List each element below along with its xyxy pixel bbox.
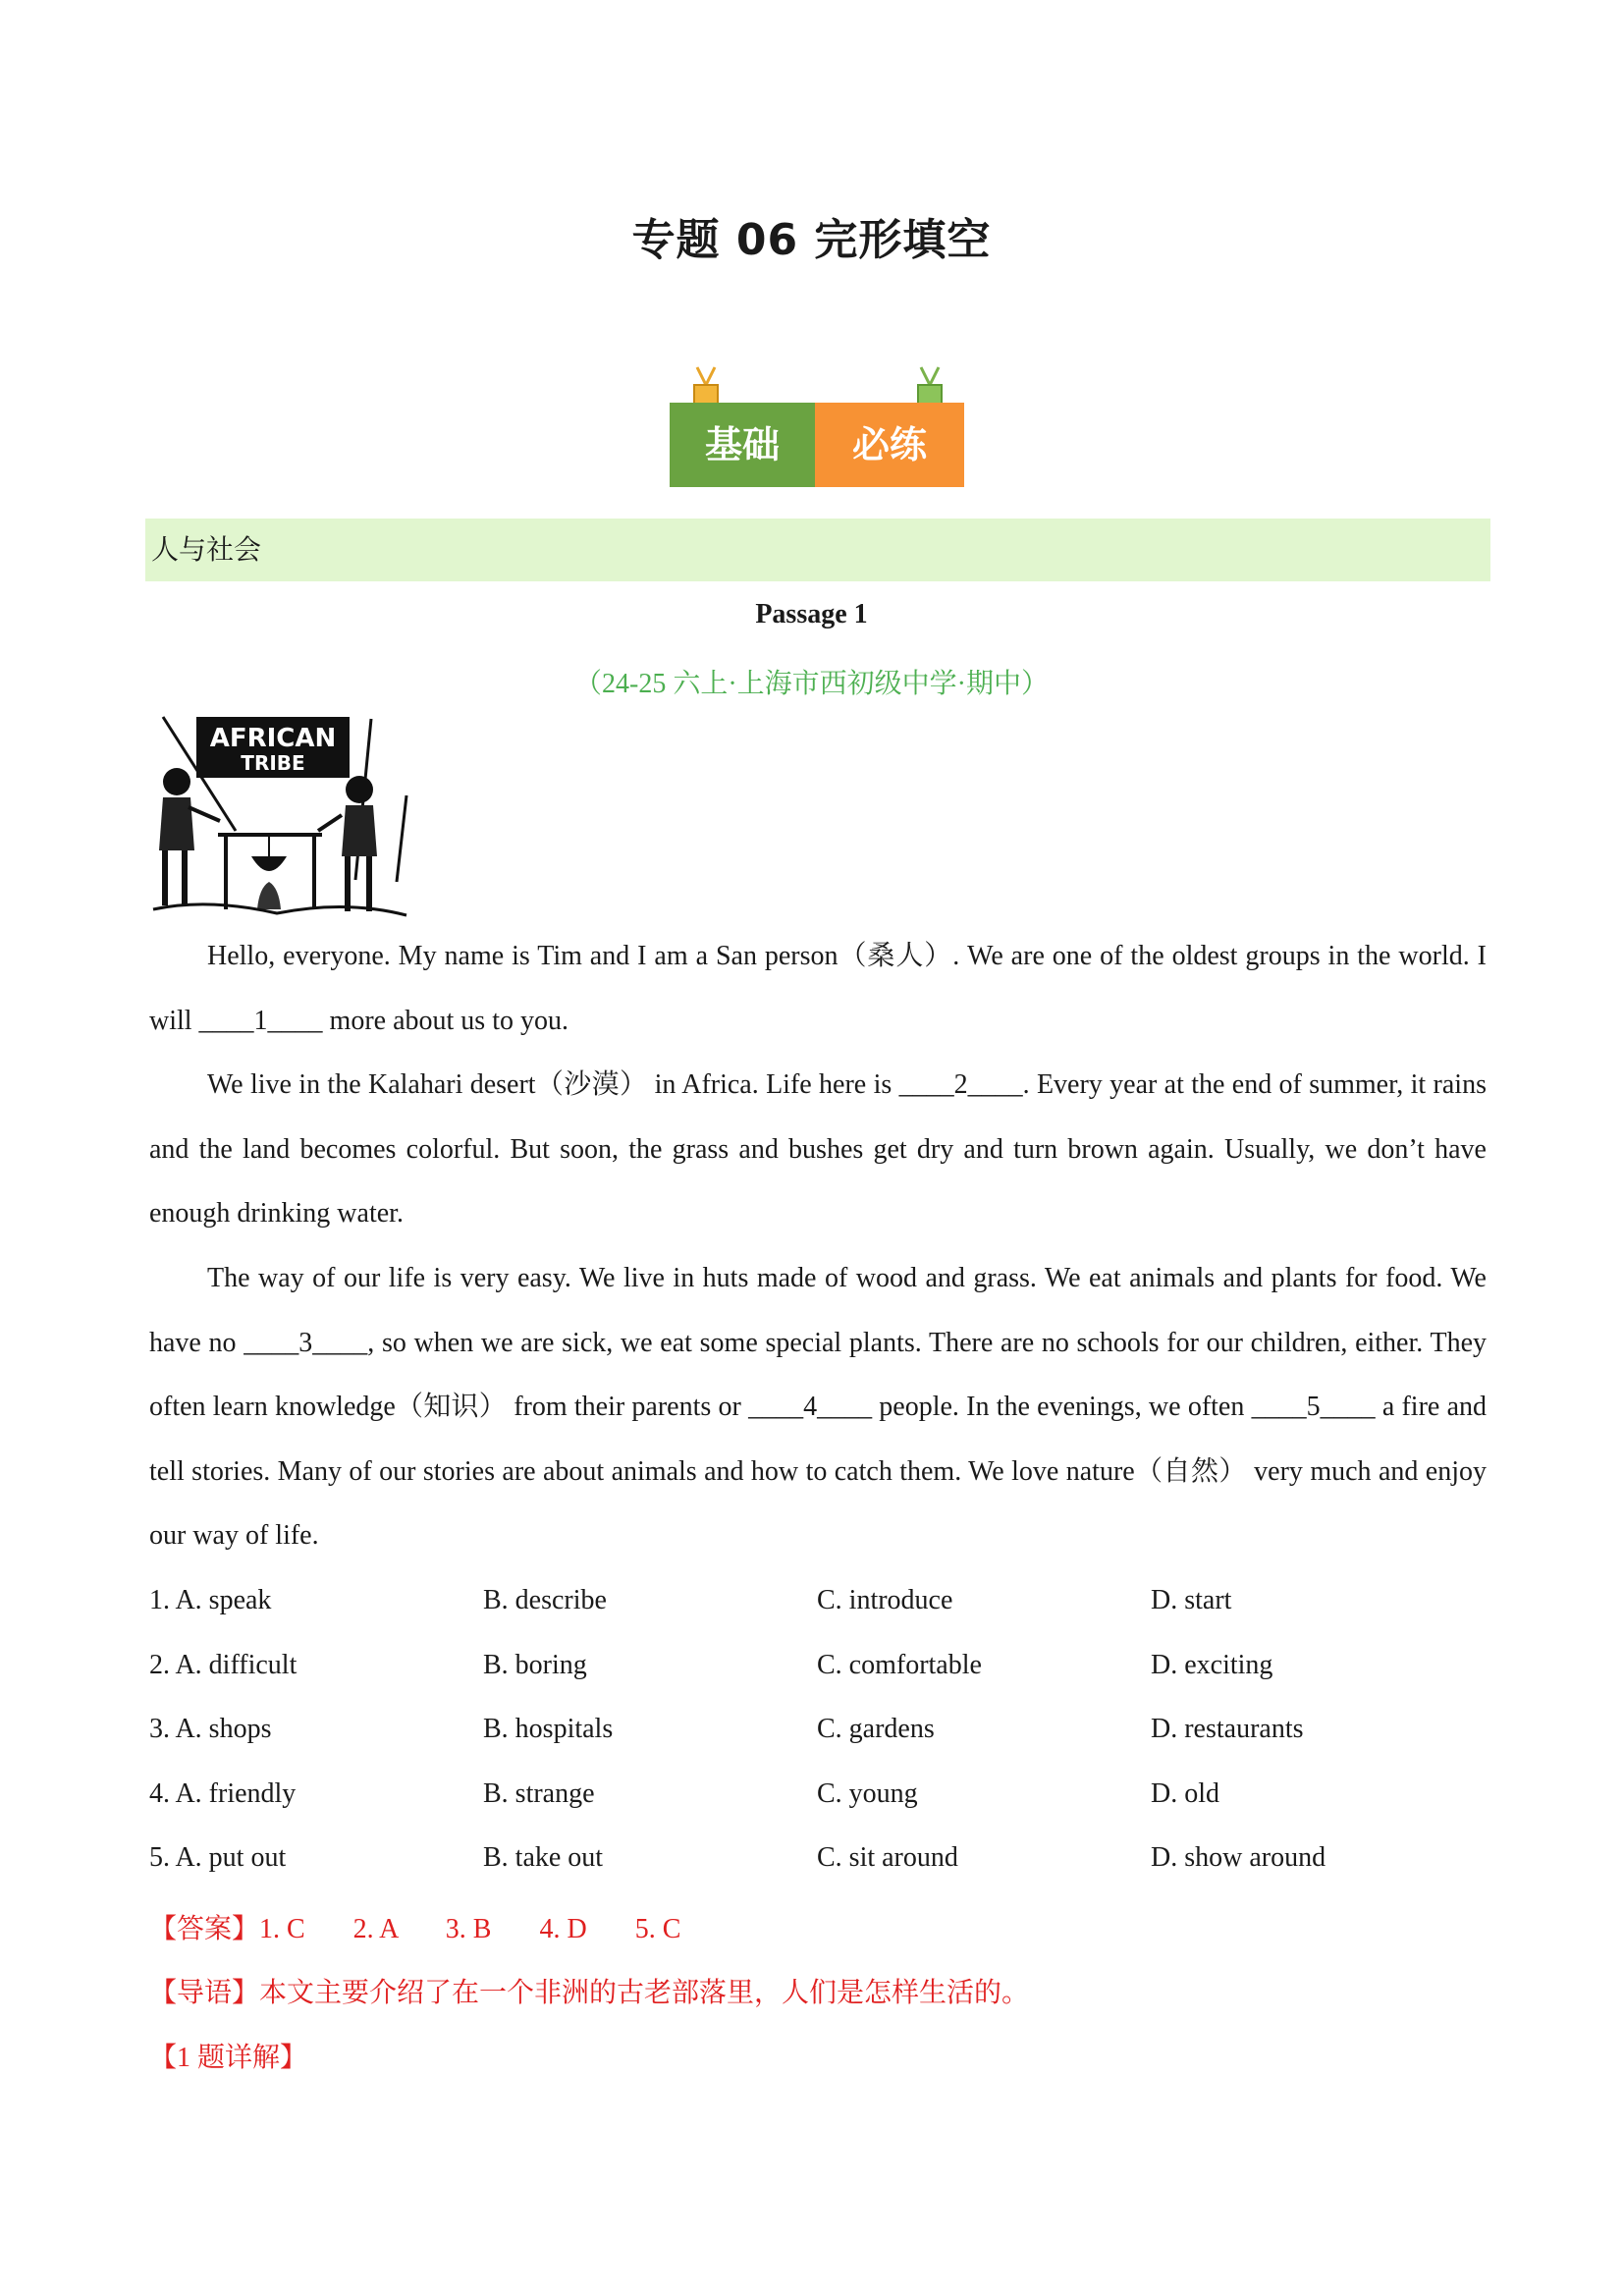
option-a: 2. A. difficult <box>149 1650 298 1680</box>
answer-key: 【答案】1. C 2. A 3. B 4. D 5. C <box>149 1914 681 1944</box>
option-c: C. young <box>817 1778 918 1809</box>
passage-source: （24-25 六上·上海市西初级中学·期中） <box>574 669 1049 699</box>
badge-right-label: 必练 <box>815 403 964 487</box>
question-row <box>149 1842 1487 1882</box>
option-b: B. describe <box>483 1585 607 1615</box>
option-b: B. boring <box>483 1650 587 1680</box>
option-a: 3. A. shops <box>149 1714 272 1744</box>
option-b: B. hospitals <box>483 1714 614 1744</box>
basic-practice-badge <box>670 365 964 489</box>
african-tribe-illustration <box>149 713 410 919</box>
detail-heading: 【1 题详解】 <box>149 2043 308 2073</box>
option-c: C. comfortable <box>817 1650 982 1680</box>
option-a: 5. A. put out <box>149 1842 287 1873</box>
option-a: 1. A. speak <box>149 1585 272 1615</box>
section-header: 人与社会 <box>145 519 1490 581</box>
guide-text: 【导语】本文主要介绍了在一个非洲的古老部落里，人们是怎样生活的。 <box>149 1978 1030 2008</box>
option-d: D. show around <box>1151 1842 1326 1873</box>
badge-left-label: 基础 <box>670 403 815 487</box>
option-c: C. sit around <box>817 1842 958 1873</box>
question-row <box>149 1714 1487 1753</box>
option-d: D. start <box>1151 1585 1232 1615</box>
question-row <box>149 1778 1487 1818</box>
option-c: C. gardens <box>817 1714 935 1744</box>
option-b: B. take out <box>483 1842 604 1873</box>
question-row <box>149 1585 1487 1624</box>
option-d: D. restaurants <box>1151 1714 1304 1744</box>
passage-paragraph: We live in the Kalahari desert（沙漠） in Africa. Life here is ____2____. Every year at the end of summer, it rains and the land becomes colorful. But soon, the grass and bushes get dry and turn brown again. Usually, we don’t have enough drinking water. <box>149 1069 1487 1229</box>
option-a: 4. A. friendly <box>149 1778 297 1809</box>
passage-title: Passage 1 <box>755 599 868 629</box>
option-d: D. exciting <box>1151 1650 1273 1680</box>
page-title: 专题 06 完形填空 <box>631 215 992 265</box>
option-b: B. strange <box>483 1778 595 1809</box>
option-c: C. introduce <box>817 1585 953 1615</box>
passage-paragraph: The way of our life is very easy. We live in huts made of wood and grass. We eat animals and plants for food. We have no ____3____, so when we are sick, we eat some special plants. There are no schools for our children, either. They often learn knowledge（知识） from their parents or ____4____ people. In the evenings, we often ____5____ a fire and tell stories. Many of our stories are about animals and how to catch them. We love nature（自然） very much and enjoy our way of life. <box>149 1263 1487 1551</box>
passage-paragraph: Hello, everyone. My name is Tim and I am a San person（桑人）. We are one of the oldest groups in the world. I will ____1____ more about us to you. <box>149 941 1487 1036</box>
sign-text-line1: AFRICAN <box>209 724 337 753</box>
option-d: D. old <box>1151 1778 1219 1809</box>
question-row <box>149 1650 1487 1689</box>
sign-text-line2: TRIBE <box>241 751 305 775</box>
